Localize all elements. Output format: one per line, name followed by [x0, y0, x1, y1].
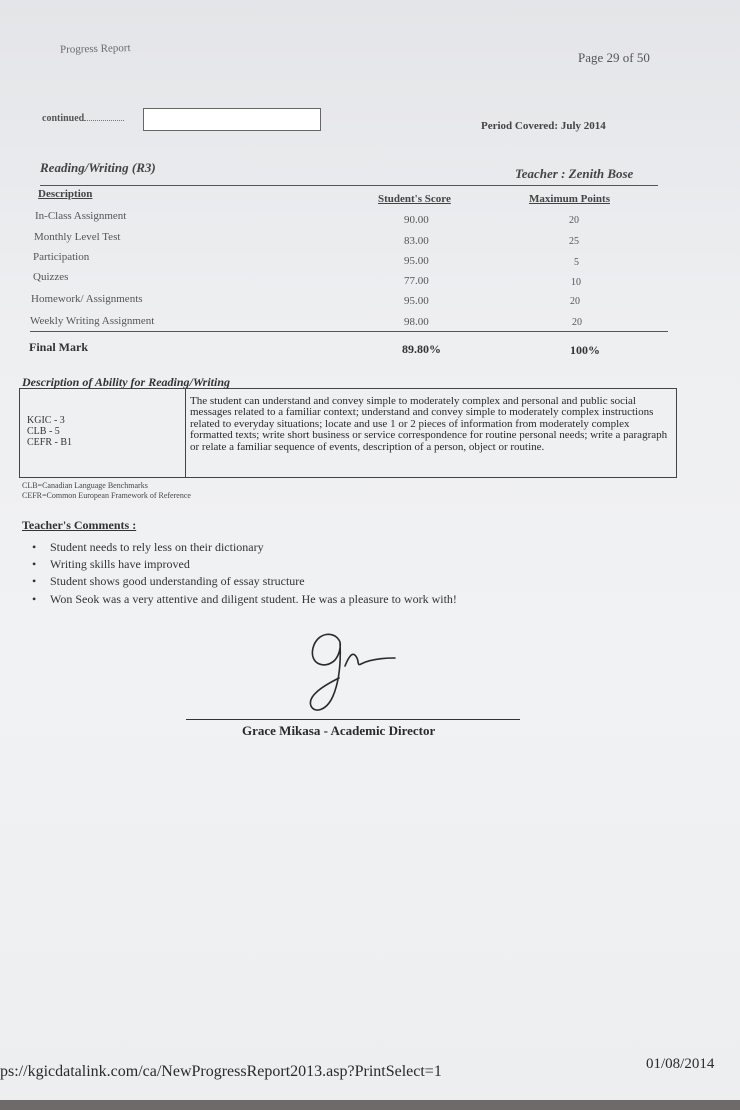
- ability-description: The student can understand and convey simple to moderately complex and personal and public social messages related to a familiar context; understand and convey simple to moderately complex instructions related to everyday situations; locate and use 1 or 2 pieces of information from moderately complex formatted texts; write short business or service correspondence for routine personal needs; write a paragraph or relate a familiar sequence of events, description of a person, object or routine.: [190, 395, 668, 453]
- section-title: Reading/Writing (R3): [40, 160, 156, 175]
- footer-url: ps://kgicdatalink.com/ca/NewProgressReport2013.asp?PrintSelect=1: [0, 1063, 442, 1080]
- row-max: 20: [569, 215, 579, 226]
- row-max: 20: [572, 317, 582, 328]
- ability-divider: [185, 389, 186, 477]
- row-score: 90.00: [404, 214, 429, 226]
- final-mark-score: 89.80%: [402, 342, 441, 356]
- comment-text: Student shows good understanding of essay structure: [50, 574, 305, 588]
- teacher-name: Teacher : Zenith Bose: [515, 166, 634, 181]
- signature-line: [186, 719, 520, 720]
- level-kgic: KGIC - 3: [27, 415, 65, 426]
- redacted-box: [143, 108, 321, 131]
- comment-item: [32, 592, 457, 607]
- bullet: •: [32, 557, 37, 571]
- row-max: 10: [571, 277, 581, 288]
- handwritten-signature: [295, 622, 415, 720]
- ability-title: Description of Ability for Reading/Writing: [22, 375, 231, 389]
- period-covered: Period Covered: July 2014: [481, 120, 606, 132]
- bullet: •: [32, 592, 37, 606]
- row-score: 95.00: [404, 255, 429, 267]
- continued-dots: [84, 120, 124, 121]
- row-max: 5: [574, 257, 579, 268]
- comments-title: Teacher's Comments :: [22, 518, 137, 532]
- paper-edge: [0, 1100, 740, 1110]
- row-score: 77.00: [404, 275, 429, 287]
- ability-levels: [27, 415, 72, 448]
- final-mark-label: Final Mark: [29, 340, 88, 354]
- comment-text: Student needs to rely less on their dictionary: [50, 540, 264, 554]
- level-clb: CLB - 5: [27, 426, 60, 437]
- comment-item: [32, 540, 264, 555]
- row-description: In-Class Assignment: [35, 210, 127, 222]
- continued-label: [42, 113, 124, 124]
- header-score: Student's Score: [378, 193, 451, 205]
- footnote-clb: CLB=Canadian Language Benchmarks: [22, 481, 148, 490]
- ability-box: [19, 388, 677, 478]
- bullet: •: [32, 540, 37, 554]
- comment-item: [32, 557, 190, 572]
- table-rule: [30, 331, 668, 332]
- footer-date: 01/08/2014: [646, 1056, 715, 1072]
- report-title: Progress Report: [59, 42, 131, 56]
- footnote-cefr: CEFR=Common European Framework of Reference: [22, 491, 191, 500]
- row-max: 25: [569, 236, 579, 247]
- level-cefr: CEFR - B1: [27, 437, 73, 448]
- row-max: 20: [570, 296, 580, 307]
- row-score: 95.00: [404, 295, 429, 307]
- comment-text: Writing skills have improved: [50, 557, 190, 571]
- section-rule: [40, 185, 658, 186]
- header-description: Description: [38, 188, 93, 200]
- signatory-name: Grace Mikasa - Academic Director: [242, 723, 436, 738]
- row-description: Weekly Writing Assignment: [30, 315, 155, 327]
- row-description: Homework/ Assignments: [31, 293, 143, 305]
- page-number: Page 29 of 50: [578, 50, 650, 65]
- final-mark-max: 100%: [570, 343, 600, 357]
- comment-text: Won Seok was a very attentive and diligent student. He was a pleasure to work with!: [50, 592, 457, 606]
- row-score: 83.00: [404, 235, 429, 247]
- bullet: •: [32, 574, 37, 588]
- row-description: Quizzes: [33, 271, 69, 283]
- header-max: Maximum Points: [529, 193, 610, 205]
- row-description: Participation: [33, 251, 90, 263]
- comment-item: [32, 574, 305, 589]
- continued-text: continued: [42, 113, 85, 124]
- row-description: Monthly Level Test: [34, 231, 121, 243]
- row-score: 98.00: [404, 316, 429, 328]
